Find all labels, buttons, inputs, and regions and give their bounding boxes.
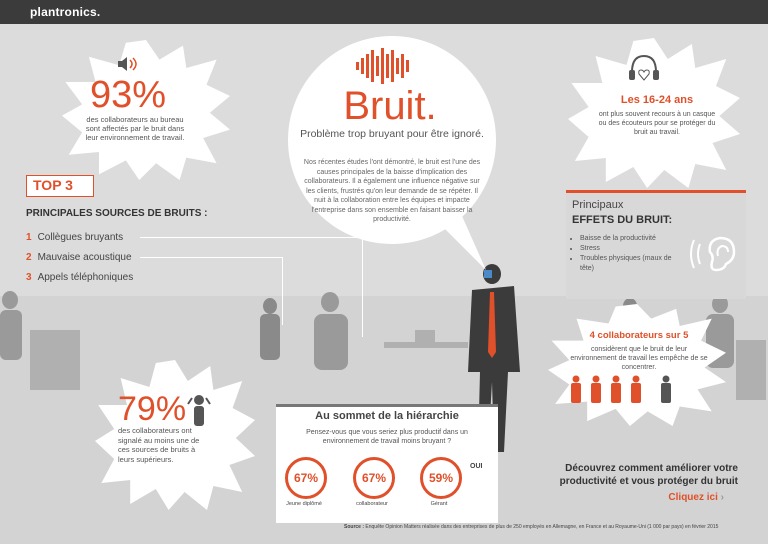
source-note [344,524,744,530]
cta-text: Découvrez comment améliorer votre productivité et vous protéger du bruit [559,463,738,487]
hierarchy-circle: 67% [285,457,327,499]
effects-item: • Baisse de la productivité [580,234,680,244]
youth-text: ont plus souvent recours à un casque ou des écouteurs pour se protéger du bruit au travail. [598,111,716,136]
stat79-text: des collaborateurs ont signalé au moins une de ces sources de bruits à leurs supérieurs. [118,426,200,464]
top3-item [26,272,133,283]
frustrated-person-icon [186,392,212,428]
top3-badge [26,175,94,197]
connector-line [140,257,282,258]
bruit-subtitle: Problème trop bruyant pour être ignoré. [300,128,484,140]
bruit-title: Bruit. [343,84,437,128]
top3-item [26,232,123,243]
four-of-five-title: 4 collaborateurs sur 5 [589,330,689,341]
four-of-five-text: considèrent que le bruit de leur environnement de travail les empêche de se concentrer. [570,346,708,371]
cta-link-label: Cliquez ici [668,492,718,503]
effects-item: • Stress [580,244,680,254]
top3-item-label: Collègues bruyants [37,232,124,243]
source-label: Source : [344,524,365,530]
top3-item-label: Appels téléphoniques [37,272,134,283]
hierarchy-circle: 59% [420,457,462,499]
speaker-icon [116,56,142,72]
top3-item [26,252,132,263]
top3-item-number: 1 [26,232,32,243]
effects-title-1: Principaux [572,199,624,211]
connector-line [362,237,363,337]
youth-title: Les 16-24 ans [620,94,694,106]
hierarchy-answer: OUI [470,463,483,470]
stat93-value: 93% [90,74,167,116]
hierarchy-circle-label: Jeune diplômé [286,501,322,507]
hierarchy-circle: 67% [353,457,395,499]
ear-sound-icon [686,232,742,276]
stat79-value: 79% [118,390,187,428]
effects-list [572,234,680,274]
brand-logo: plantronics. [30,5,101,19]
top3-badge-label: TOP 3 [33,177,73,193]
people-icons [568,374,678,404]
chevron-right-icon: › [720,492,724,503]
sound-wave-icon [354,48,414,84]
effects-title-2: EFFETS DU BRUIT: [572,214,673,226]
top3-title: PRINCIPALES SOURCES DE BRUITS : [26,208,208,219]
hierarchy-title: Au sommet de la hiérarchie [315,410,459,422]
hierarchy-circle-label: collaborateur [356,501,388,507]
top3-item-label: Mauvaise acoustique [37,252,132,263]
source-text: Enquête Opinion Matters réalisée dans des entreprises de plus de 250 employés en Allemagne, en France et au Royaume-Uni (1 000 par pays) en février 2015 [365,524,719,530]
stat93-text: des collaborateurs au bureau sont affectés par le bruit dans leur environnement de travail. [85,115,185,142]
effects-item: • Troubles physiques (maux de tête) [580,254,680,274]
headphones-heart-icon [626,52,662,86]
connector-line [282,257,283,325]
top3-item-number: 2 [26,252,32,263]
top-bar [0,0,768,24]
top3-item-number: 3 [26,272,32,283]
hierarchy-question: Pensez-vous que vous seriez plus productif dans un environnement de travail moins bruyant ? [306,429,468,445]
bruit-body: Nos récentes études l'ont démontré, le bruit est l'une des causes principales de la baisse d'implication des collaborateurs. Il a également une influence négative sur les clients, frustrés qu'on leur demande de se répéter. Il nuit à la collaboration entre les équipes et impacte l'entreprise dans son ensemble en faisant baisser la productivité. [303,159,481,223]
hierarchy-circle-label: Gérant [430,501,448,507]
connector-line [140,237,362,238]
cta-link[interactable] [538,492,724,503]
